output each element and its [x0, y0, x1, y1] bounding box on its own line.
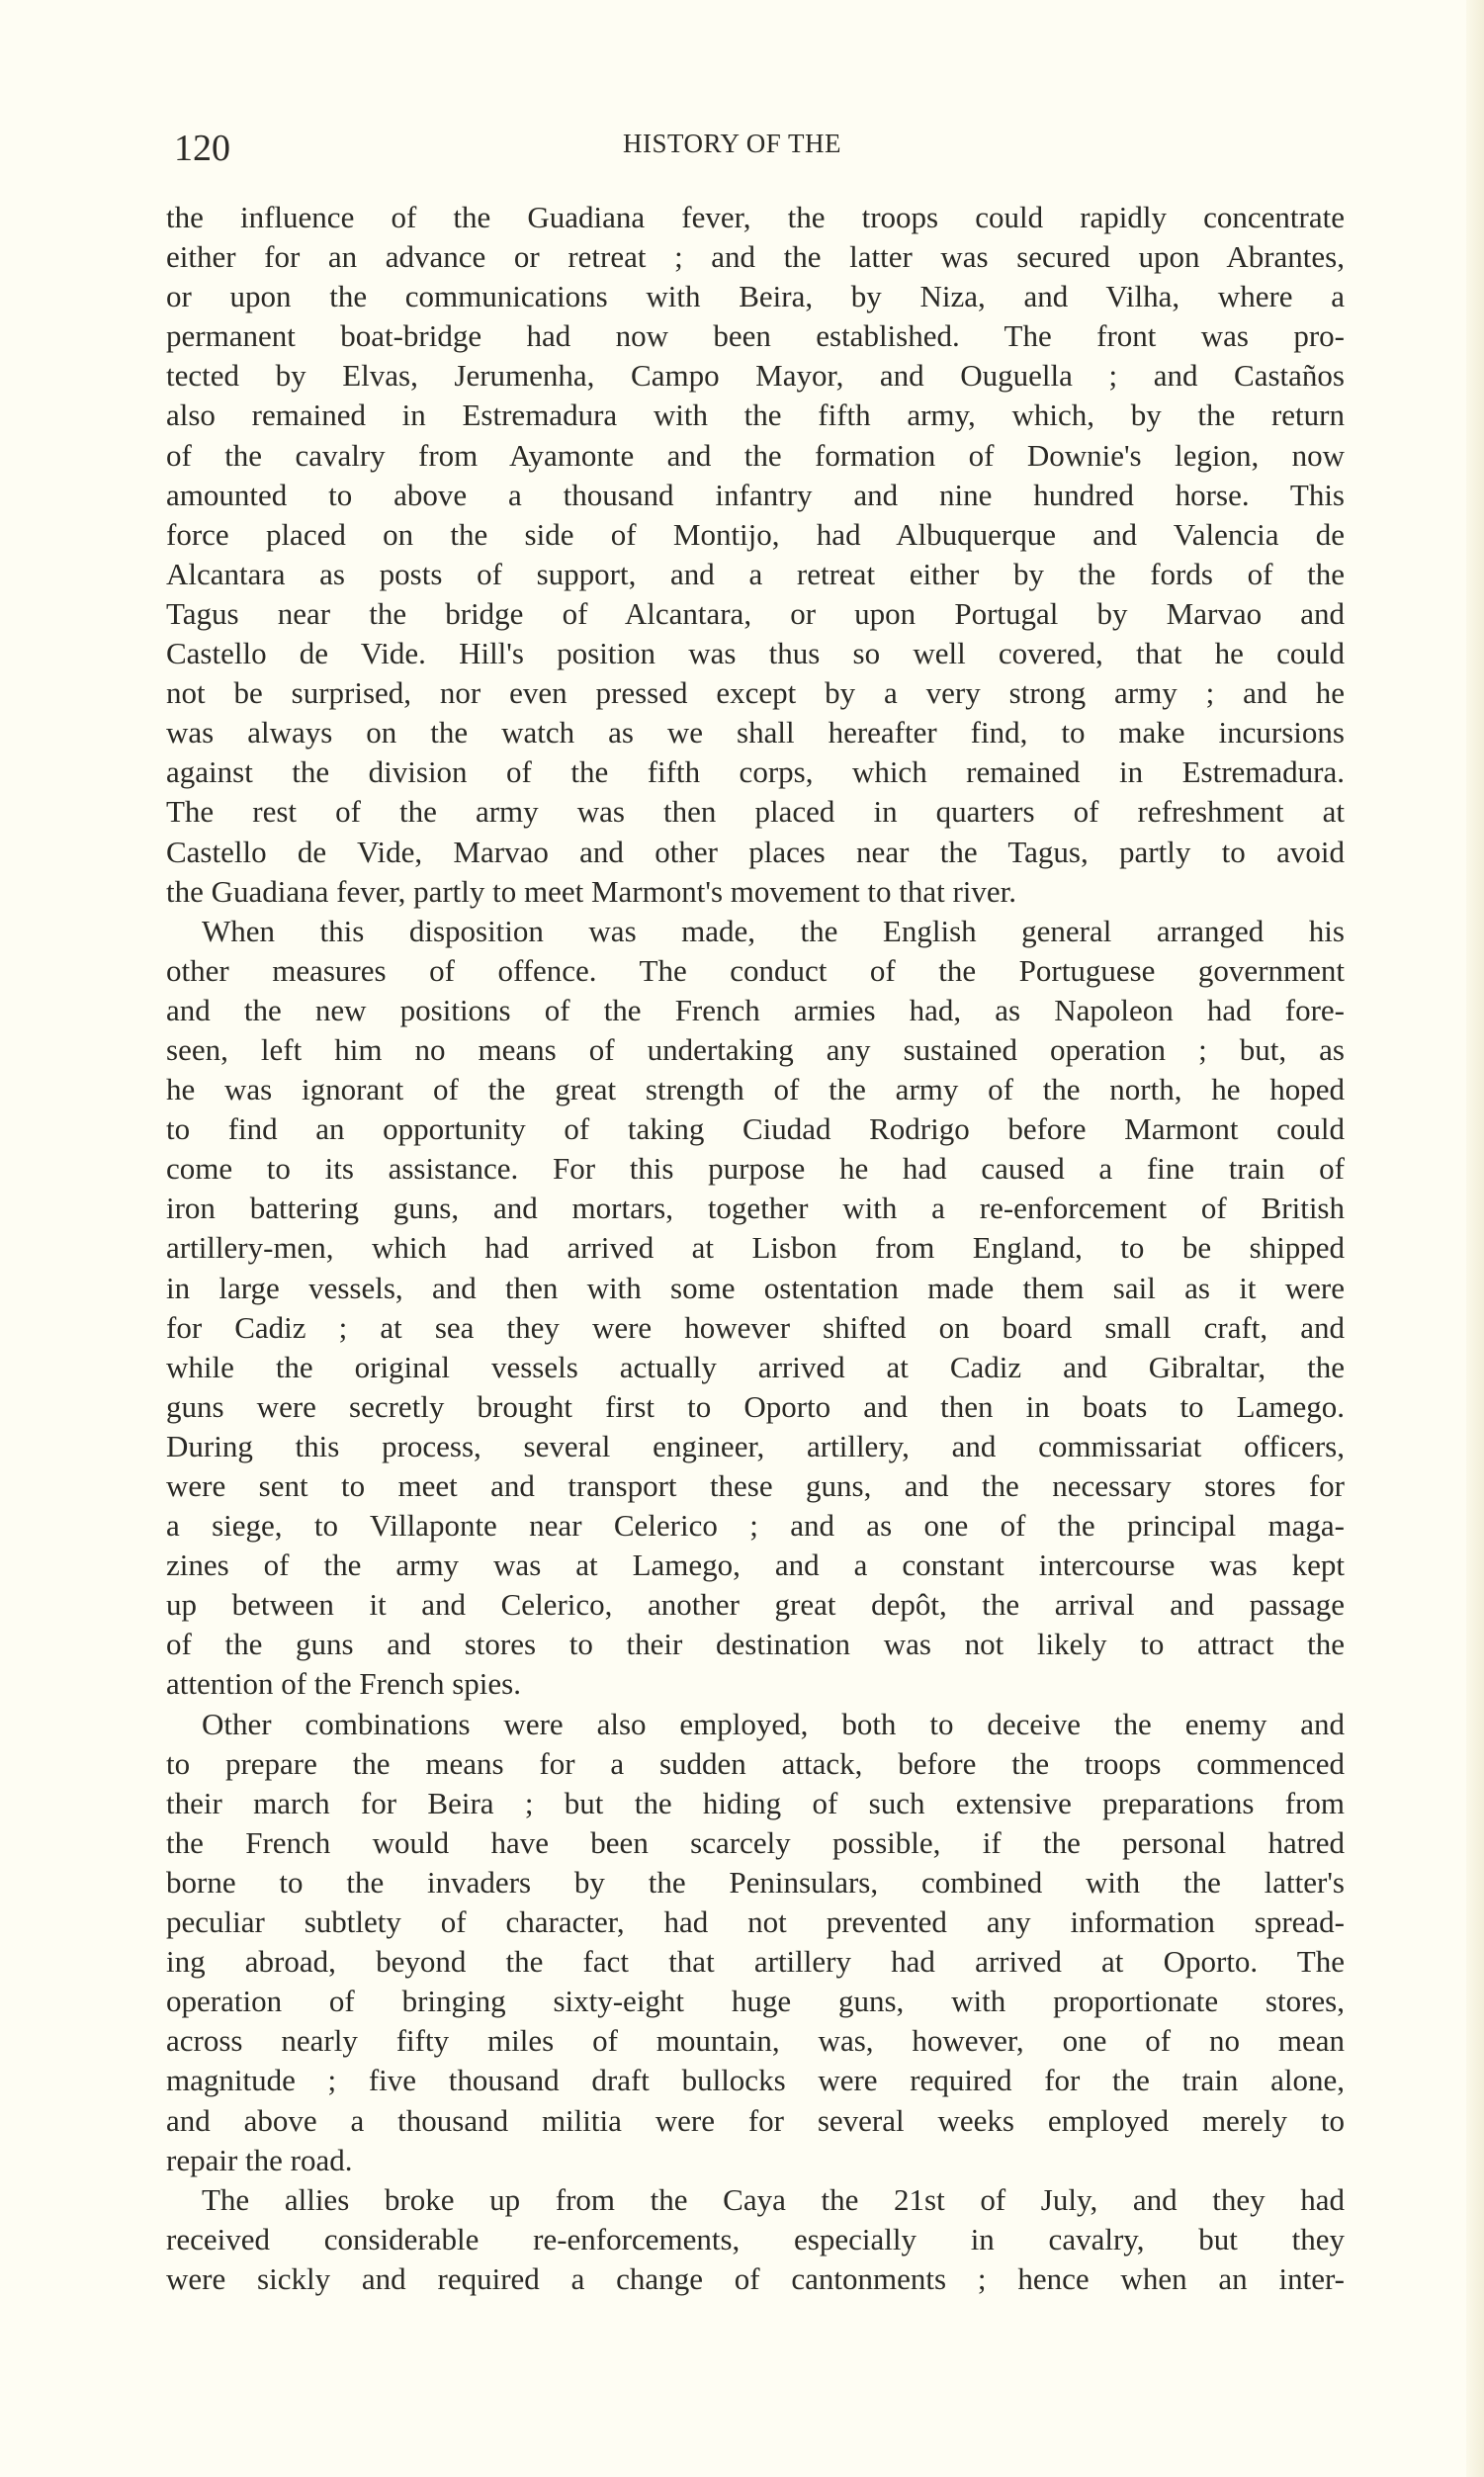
text-line: up between it and Celerico, another great depôt, the arrival and passage	[166, 1587, 1345, 1623]
text-line: to find an opportunity of taking Ciudad Rodrigo before Marmont could	[166, 1111, 1345, 1147]
text-line: were sickly and required a change of cantonments ; hence when an inter-	[166, 2260, 1345, 2296]
text-line: ing abroad, beyond the fact that artillery had arrived at Oporto. The	[166, 1944, 1345, 1980]
text-line: received considerable re-enforcements, especially in cavalry, but they	[166, 2221, 1345, 2256]
text-line: artillery-men, which had arrived at Lisbon from England, to be shipped	[166, 1230, 1345, 1266]
text-line: of the guns and stores to their destination was not likely to attract the	[166, 1627, 1345, 1662]
text-line: and above a thousand militia were for several weeks employed merely to	[166, 2102, 1345, 2138]
text-line: amounted to above a thousand infantry and nine hundred horse. This	[166, 477, 1345, 512]
text-line: for Cadiz ; at sea they were however shifted on board small craft, and	[166, 1309, 1345, 1345]
text-line: Tagus near the bridge of Alcantara, or upon Portugal by Marvao and	[166, 595, 1345, 631]
body-text	[166, 198, 1345, 2299]
text-line: a siege, to Villaponte near Celerico ; and as one of the principal maga-	[166, 1508, 1345, 1544]
text-line: their march for Beira ; but the hiding of such extensive preparations from	[166, 1785, 1345, 1820]
text-line: against the division of the fifth corps, which remained in Estremadura.	[166, 754, 1345, 790]
text-line: the Guadiana fever, partly to meet Marmont's movement to that river.	[166, 873, 1017, 909]
text-line: The allies broke up from the Caya the 21st of July, and they had	[202, 2181, 1345, 2217]
text-line: the influence of the Guadiana fever, the troops could rapidly concentrate	[166, 200, 1345, 234]
text-line: Other combinations were also employed, both to deceive the enemy and	[202, 1706, 1345, 1741]
text-line: and the new positions of the French armies had, as Napoleon had fore-	[166, 992, 1345, 1027]
text-line: also remained in Estremadura with the fifth army, which, by the return	[166, 398, 1345, 433]
text-line: were sent to meet and transport these guns, and the necessary stores for	[166, 1468, 1345, 1503]
running-head: HISTORY OF THE	[623, 129, 842, 158]
text-line: permanent boat-bridge had now been established. The front was pro-	[166, 318, 1345, 354]
text-line: zines of the army was at Lamego, and a constant intercourse was kept	[166, 1548, 1345, 1583]
text-line: During this process, several engineer, artillery, and commissariat officers,	[166, 1428, 1345, 1463]
text-line: peculiar subtlety of character, had not prevented any information spread-	[166, 1904, 1345, 1940]
text-line: or upon the communications with Beira, by Niza, and Vilha, where a	[166, 279, 1345, 314]
text-line: guns were secretly brought first to Oporto and then in boats to Lamego.	[166, 1388, 1345, 1424]
text-line: attention of the French spies.	[166, 1666, 521, 1702]
text-line: magnitude ; five thousand draft bullocks were required for the train alone,	[166, 2063, 1345, 2098]
text-line: When this disposition was made, the English general arranged his	[202, 913, 1345, 948]
text-line: was always on the watch as we shall hereafter find, to make incursions	[166, 715, 1345, 751]
text-line: Castello de Vide. Hill's position was thus so well covered, that he could	[166, 636, 1345, 671]
text-line: of the cavalry from Ayamonte and the formation of Downie's legion, now	[166, 437, 1345, 473]
text-line: force placed on the side of Montijo, had Albuquerque and Valencia de	[166, 516, 1345, 552]
text-line: other measures of offence. The conduct of the Portuguese government	[166, 952, 1345, 988]
text-line: either for an advance or retreat ; and the latter was secured upon Abrantes,	[166, 239, 1345, 275]
text-line: Castello de Vide, Marvao and other places near the Tagus, partly to avoid	[166, 834, 1345, 869]
text-line: borne to the invaders by the Peninsulars, combined with the latter's	[166, 1864, 1345, 1900]
text-line: to prepare the means for a sudden attack, before the troops commenced	[166, 1745, 1345, 1781]
page-edge-shadow	[1466, 0, 1484, 2477]
text-line: iron battering guns, and mortars, together with a re-enforcement of British	[166, 1191, 1345, 1226]
text-line: seen, left him no means of undertaking any sustained operation ; but, as	[166, 1031, 1345, 1067]
text-line: The rest of the army was then placed in quarters of refreshment at	[166, 794, 1345, 830]
text-line: the French would have been scarcely possible, if the personal hatred	[166, 1824, 1345, 1860]
page-number: 120	[174, 128, 230, 169]
text-line: repair the road.	[166, 2142, 353, 2177]
text-line: across nearly fifty miles of mountain, was, however, one of no mean	[166, 2023, 1345, 2059]
text-line: operation of bringing sixty-eight huge guns, with proportionate stores,	[166, 1984, 1345, 2019]
text-line: in large vessels, and then with some ostentation made them sail as it were	[166, 1270, 1345, 1305]
text-line: Alcantara as posts of support, and a retreat either by the fords of the	[166, 556, 1345, 591]
text-line: not be surprised, nor even pressed except by a very strong army ; and he	[166, 675, 1345, 711]
text-line: come to its assistance. For this purpose he had caused a fine train of	[166, 1151, 1345, 1187]
text-line: he was ignorant of the great strength of the army of the north, he hoped	[166, 1072, 1345, 1107]
text-line: while the original vessels actually arrived at Cadiz and Gibraltar, the	[166, 1349, 1345, 1384]
text-line: tected by Elvas, Jerumenha, Campo Mayor, and Ouguella ; and Castaños	[166, 358, 1345, 394]
